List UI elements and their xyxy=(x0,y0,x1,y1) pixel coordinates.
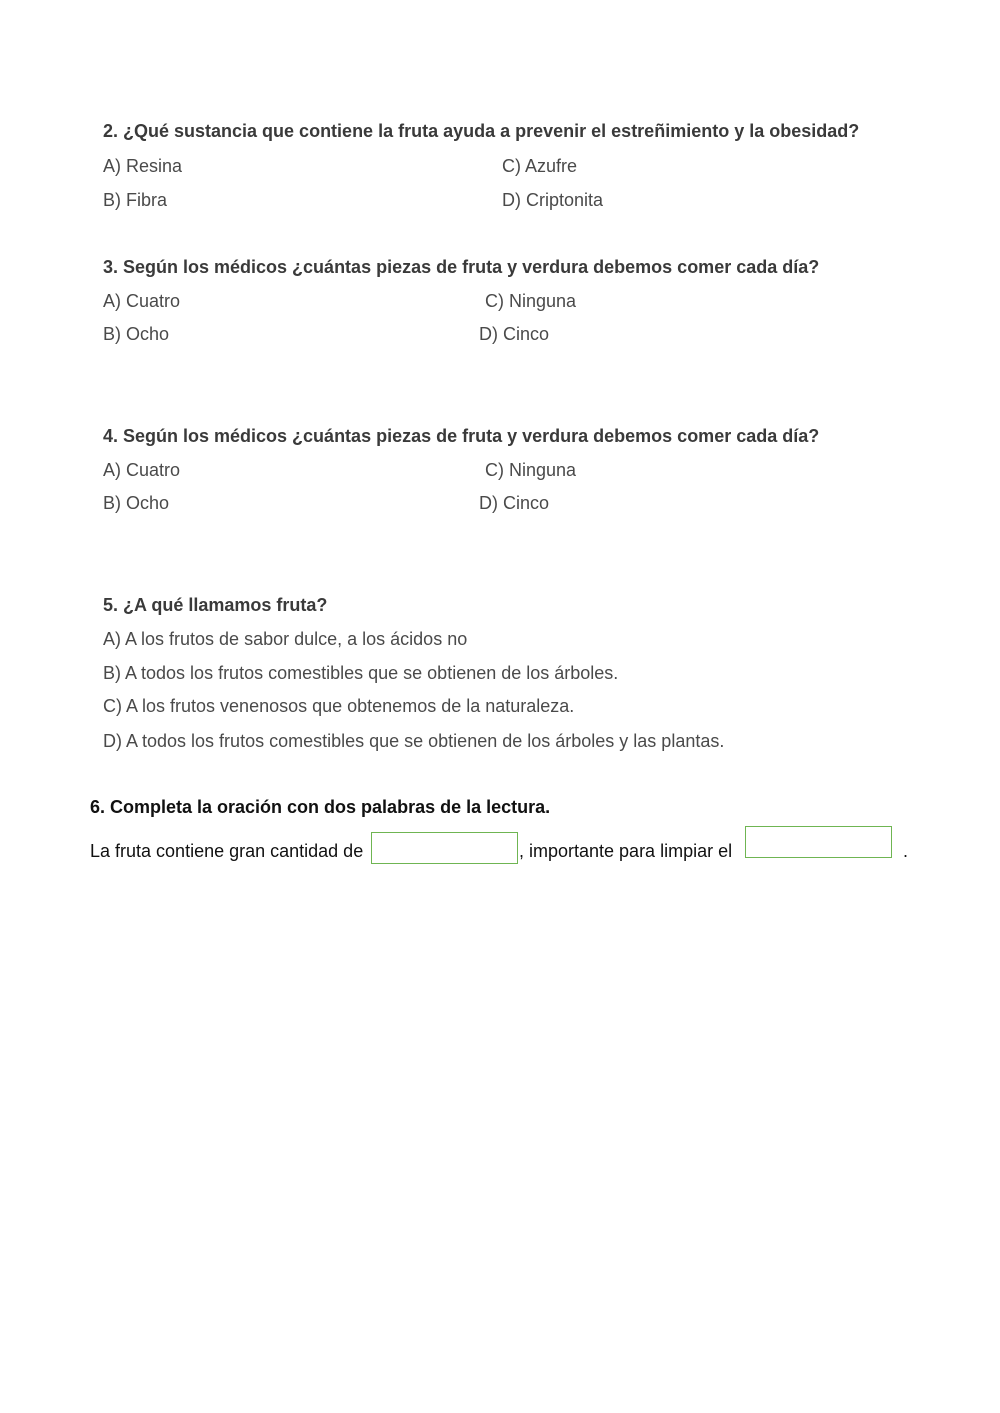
question-4-option-d: D) Cinco xyxy=(479,493,550,513)
question-6-title: 6. Completa la oración con dos palabras de la lectura. xyxy=(90,797,551,817)
answer-blank-1[interactable] xyxy=(371,832,518,864)
question-2-option-b: B) Fibra xyxy=(103,190,168,210)
question-4-option-a: A) Cuatro xyxy=(103,460,181,480)
question-4-option-c: C) Ninguna xyxy=(485,460,577,480)
question-5-option-b: B) A todos los frutos comestibles que se obtienen de los árboles. xyxy=(103,663,619,683)
question-3-option-d: D) Cinco xyxy=(479,324,550,344)
question-5-option-a: A) A los frutos de sabor dulce, a los ácidos no xyxy=(103,629,468,649)
sentence-end-period: . xyxy=(903,841,909,861)
question-5-option-d: D) A todos los frutos comestibles que se obtienen de los árboles y las plantas. xyxy=(103,731,725,751)
question-2-option-a: A) Resina xyxy=(103,156,183,176)
sentence-part-1: La fruta contiene gran cantidad de xyxy=(90,841,364,861)
answer-blank-2[interactable] xyxy=(745,826,892,858)
question-3-title: 3. Según los médicos ¿cuántas piezas de fruta y verdura debemos comer cada día? xyxy=(103,257,820,277)
question-2-option-d: D) Criptonita xyxy=(502,190,604,210)
question-4-title: 4. Según los médicos ¿cuántas piezas de fruta y verdura debemos comer cada día? xyxy=(103,426,820,446)
question-3-option-c: C) Ninguna xyxy=(485,291,577,311)
question-4-option-b: B) Ocho xyxy=(103,493,170,513)
question-2-title: 2. ¿Qué sustancia que contiene la fruta ayuda a prevenir el estreñimiento y la obesidad? xyxy=(103,121,860,141)
question-3-option-b: B) Ocho xyxy=(103,324,170,344)
question-2-option-c: C) Azufre xyxy=(502,156,578,176)
question-3-option-a: A) Cuatro xyxy=(103,291,181,311)
question-5-option-c: C) A los frutos venenosos que obtenemos de la naturaleza. xyxy=(103,696,575,716)
sentence-part-2: , importante para limpiar el xyxy=(519,841,733,861)
question-5-title: 5. ¿A qué llamamos fruta? xyxy=(103,595,328,615)
